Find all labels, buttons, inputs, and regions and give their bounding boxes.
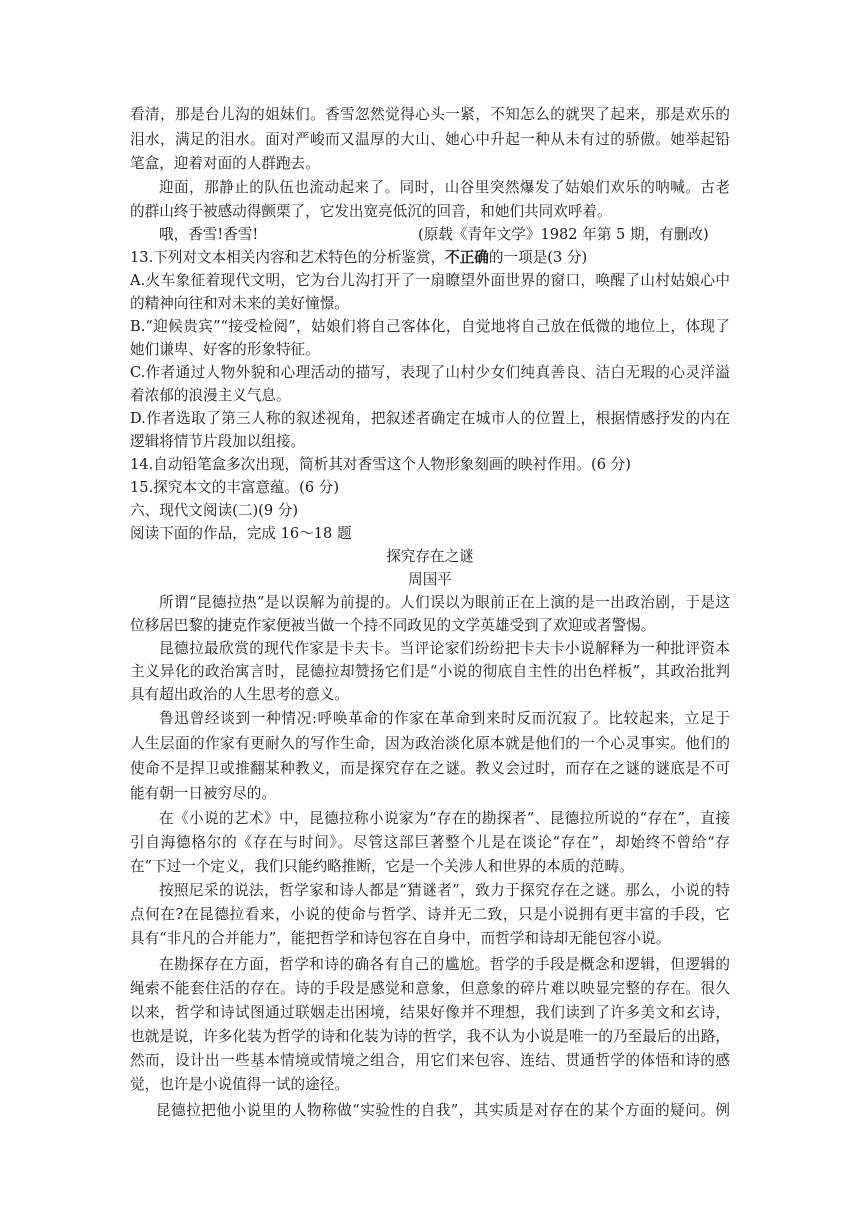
question-13-stem-b: 的一项是(3 分) [488,249,588,266]
essay-title: 探究存在之谜 [386,548,474,565]
essay-paragraph-line: 人生层面的作家有更耐久的写作生命，因为政治淡化原本就是他们的一个心灵事实。他们的 [130,735,730,752]
essay-paragraph-line: 具有超出政治的人生思考的意义。 [130,686,349,703]
option-d-line: D.作者选取了第三人称的叙述视角，把叙述者确定在城市人的位置上，根据情感抒发的内在 [130,410,730,427]
option-c-line: 着浓郁的浪漫主义气息。 [130,387,291,404]
question-15: 15.探究本文的丰富意蕴。(6 分) [130,479,340,496]
option-a-line: A.火车象征着现代文明，它为台儿沟打开了一扇瞭望外面世界的窗口，唤醒了山村姑娘心中 [130,272,730,289]
essay-paragraph-line: 所谓“昆德拉热”是以误解为前提的。人们误以为眼前正在上演的是一出政治剧，于是这 [159,594,730,611]
source-note: (原载《青年文学》1982 年第 5 期，有删改) [418,226,709,243]
essay-paragraph-line: 在”下过一个定义，我们只能约略推断，它是一个关涉人和世界的本质的范畴。 [130,858,634,875]
question-13-stem-bold: 不正确 [445,249,489,266]
essay-paragraph-line: 也就是说，许多化装为哲学的诗和化装为诗的哲学，我不认为小说是唯一的乃至最后的出路， [130,1028,730,1045]
essay-paragraph-line: 点何在?在昆德拉看来，小说的使命与哲学、诗并无二致，只是小说拥有更丰富的手段，它 [130,906,730,923]
essay-paragraph-line: 主义异化的政治寓言时，昆德拉却赞扬它们是“小说的彻底自主性的出色样板”，其政治批判 [130,663,730,680]
story-closing-line: 哦，香雪!香雪! [159,226,259,243]
essay-paragraph-line: 在《小说的艺术》中，昆德拉称小说家为“存在的勘探者”、昆德拉所说的“存在”，直接 [159,810,730,827]
story-paragraph-line: 笔盒，迎着对面的人群跑去。 [130,155,320,172]
essay-paragraph-line: 引自海德格尔的《存在与时间》。尽管这部巨著整个儿是在谈论“存在”，却始终不曾给“存 [130,834,730,851]
option-d-line: 逻辑将情节片段加以组接。 [130,433,306,450]
essay-paragraph-line: 在勘探存在方面，哲学和诗的确各有自己的尴尬。哲学的手段是概念和逻辑，但逻辑的 [159,956,730,973]
story-paragraph-line: 迎面，那静止的队伍也流动起来了。同时，山谷里突然爆发了姑娘们欢乐的呐喊。古老 [159,179,730,196]
essay-paragraph-line: 鲁迅曾经谈到一种情况:呼唤革命的作家在革命到来时反而沉寂了。比较起来，立足于 [159,710,730,727]
section-instruction: 阅读下面的作品，完成 16～18 题 [130,525,352,542]
story-paragraph-line: 泪水，满足的泪水。面对严峻而又温厚的大山、她心中升起一种从未有过的骄傲。她举起铅 [130,131,730,148]
option-b-line: 她们谦卑、好客的形象特征。 [130,341,320,358]
question-14: 14.自动铅笔盒多次出现，简析其对香雪这个人物形象刻画的映衬作用。(6 分) [130,456,631,473]
essay-paragraph-line: 然而，设计出一些基本情境或情境之组合，用它们来包容、连结、贯通哲学的体悟和诗的感 [130,1052,730,1069]
section-heading: 六、现代文阅读(二)(9 分) [130,502,299,519]
option-c-line: C.作者通过人物外貌和心理活动的描写，表现了山村少女们纯真善良、洁白无瑕的心灵洋溢 [130,364,730,381]
essay-paragraph-line: 昆德拉最欣赏的现代作家是卡夫卡。当评论家们纷纷把卡夫卡小说解释为一种批评资本 [159,640,730,657]
essay-paragraph-line: 位移居巴黎的捷克作家便被当做一个持不同政见的文学英雄受到了欢迎或者警惕。 [130,617,656,634]
question-13-stem [130,247,587,269]
option-b-line: B.“迎候贵宾”“接受检阅”，姑娘们将自己客体化，自觉地将自己放在低微的地位上，体现了 [130,318,730,335]
essay-paragraph-line: 觉，也许是小说值得一试的途径。 [130,1076,349,1093]
essay-paragraph-line: 以来，哲学和诗试图通过联姻走出困境，结果好像并不理想，我们读到了许多美文和玄诗， [130,1004,730,1021]
story-paragraph-line: 看清，那是台儿沟的姐妹们。香雪忽然觉得心头一紧，不知怎么的就哭了起来，那是欢乐的 [130,106,730,123]
essay-paragraph-line: 昆德拉把他小说里的人物称做“实验性的自我”，其实质是对存在的某个方面的疑问。例 [156,1102,730,1119]
essay-paragraph-line: 使命不是捍卫或推翻某种教义，而是探究存在之谜。教义会过时，而存在之谜的谜底是不可 [130,760,730,777]
essay-paragraph-line: 能有朝一日被穷尽的。 [130,785,276,802]
essay-paragraph-line: 具有“非凡的合并能力”，能把哲学和诗包容在自身中，而哲学和诗却无能包容小说。 [130,930,671,947]
essay-author: 周国平 [408,571,452,588]
option-a-line: 的精神向往和对未来的美好憧憬。 [130,295,349,312]
question-13-stem-a: 13.下列对文本相关内容和艺术特色的分析鉴赏， [130,249,446,266]
story-paragraph-line: 的群山终于被感动得颤栗了，它发出宽亮低沉的回音，和她们共同欢呼着。 [130,203,612,220]
essay-paragraph-line: 绳索不能套住活的存在。诗的手段是感觉和意象，但意象的碎片难以映显完整的存在。很久 [130,980,730,997]
essay-paragraph-line: 按照尼采的说法，哲学家和诗人都是“猜谜者”，致力于探究存在之谜。那么，小说的特 [159,882,730,899]
